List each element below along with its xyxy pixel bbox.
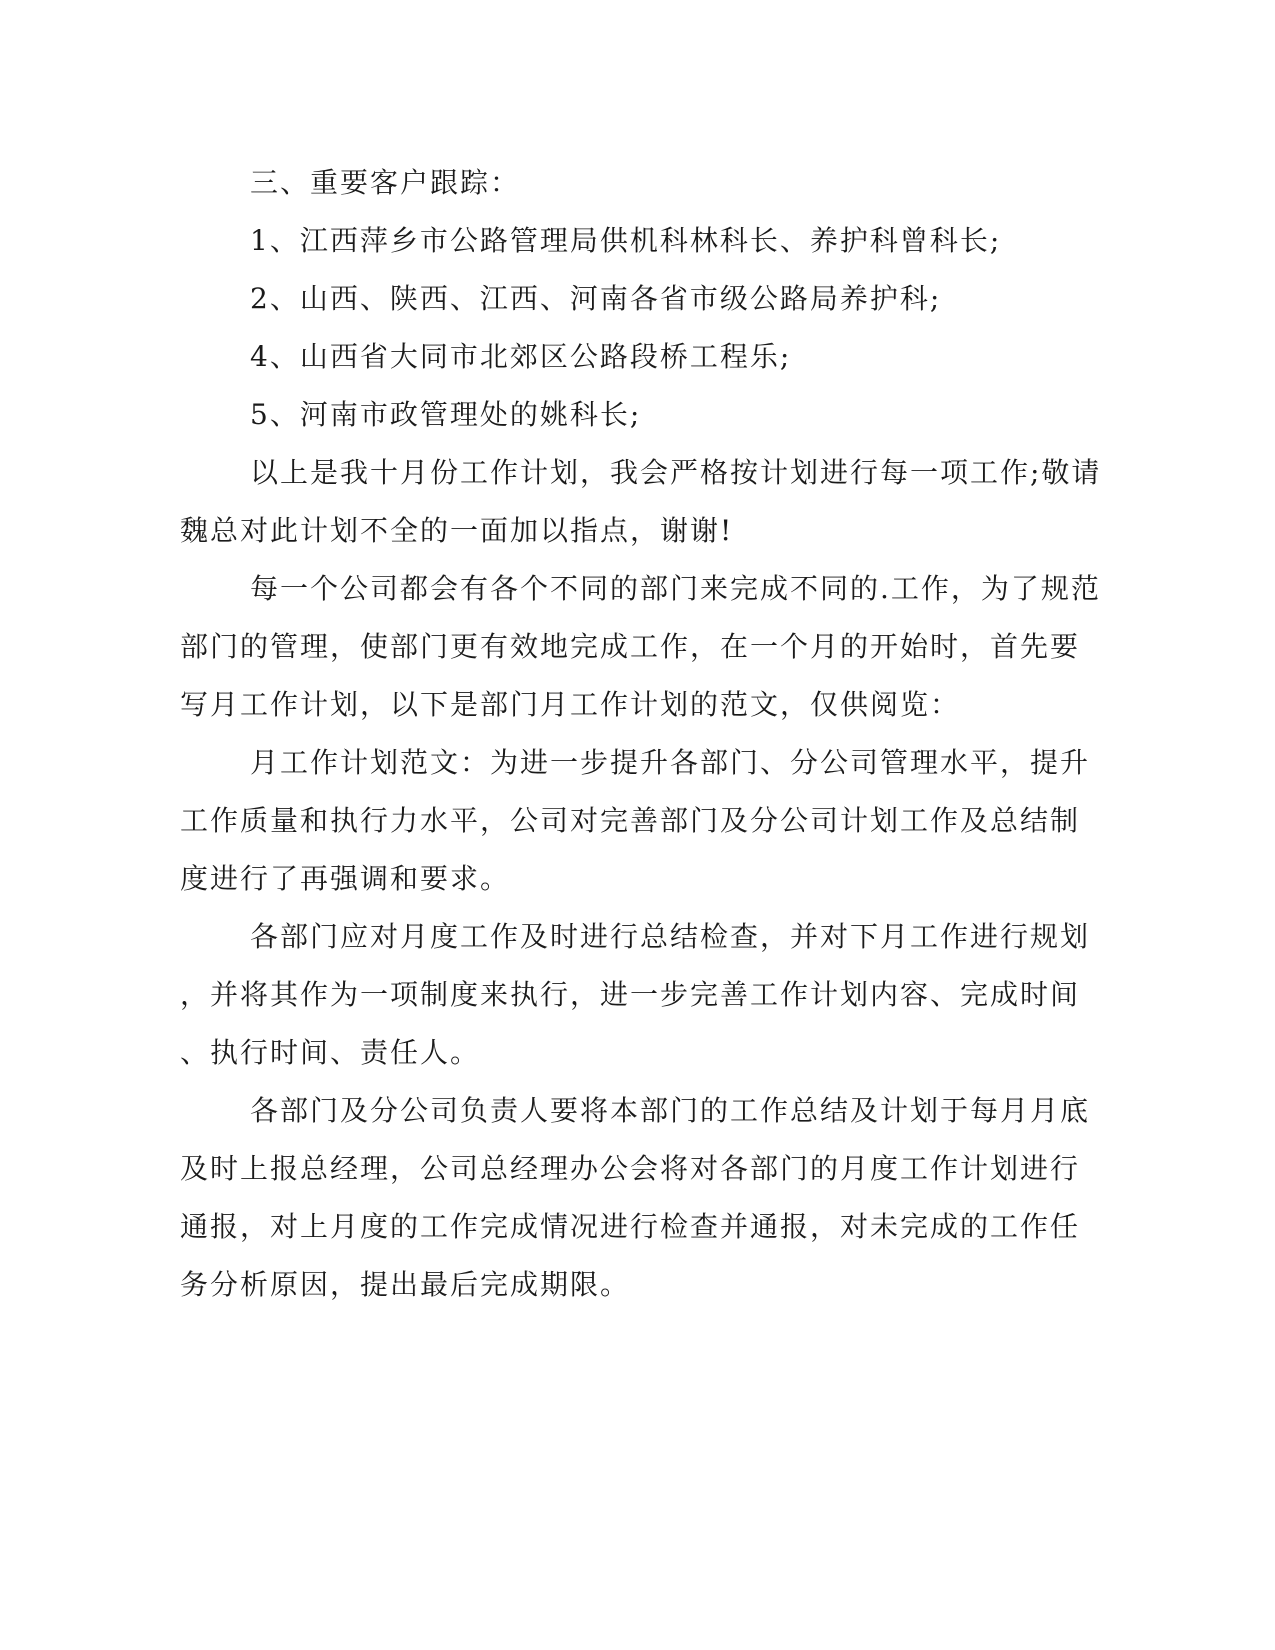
paragraph-line: ，并将其作为一项制度来执行，进一步完善工作计划内容、完成时间 — [180, 978, 1081, 1011]
paragraph-line: 及时上报总经理，公司总经理办公会将对各部门的月度工作计划进行 — [180, 1152, 1081, 1185]
paragraph-line: 以上是我十月份工作计划，我会严格按计划进行每一项工作;敬请 — [250, 456, 1102, 489]
paragraph-line: 度进行了再强调和要求。 — [180, 862, 511, 895]
client-item: 4、山西省大同市北郊区公路段桥工程乐; — [250, 340, 792, 373]
paragraph-line: 各部门及分公司负责人要将本部门的工作总结及计划于每月月底 — [250, 1094, 1091, 1127]
client-item: 5、河南市政管理处的姚科长; — [250, 398, 642, 431]
client-item: 1、江西萍乡市公路管理局供机科林科长、养护科曾科长; — [250, 224, 1002, 257]
paragraph-line: 月工作计划范文：为进一步提升各部门、分公司管理水平，提升 — [250, 746, 1091, 779]
client-item: 2、山西、陕西、江西、河南各省市级公路局养护科; — [250, 282, 942, 315]
section-heading: 三、重要客户跟踪： — [250, 166, 521, 199]
paragraph-line: 工作质量和执行力水平，公司对完善部门及分公司计划工作及总结制 — [180, 804, 1081, 837]
paragraph-line: 各部门应对月度工作及时进行总结检查，并对下月工作进行规划 — [250, 920, 1091, 953]
paragraph-line: 通报，对上月度的工作完成情况进行检查并通报，对未完成的工作任 — [180, 1210, 1081, 1243]
paragraph-line: 、执行时间、责任人。 — [180, 1036, 481, 1069]
paragraph-line: 务分析原因，提出最后完成期限。 — [180, 1268, 631, 1301]
paragraph-line: 魏总对此计划不全的一面加以指点，谢谢! — [180, 514, 734, 547]
paragraph-line: 写月工作计划，以下是部门月工作计划的范文，仅供阅览： — [180, 688, 961, 721]
paragraph-line: 每一个公司都会有各个不同的部门来完成不同的.工作，为了规范 — [250, 572, 1101, 605]
paragraph-line: 部门的管理，使部门更有效地完成工作，在一个月的开始时，首先要 — [180, 630, 1081, 663]
